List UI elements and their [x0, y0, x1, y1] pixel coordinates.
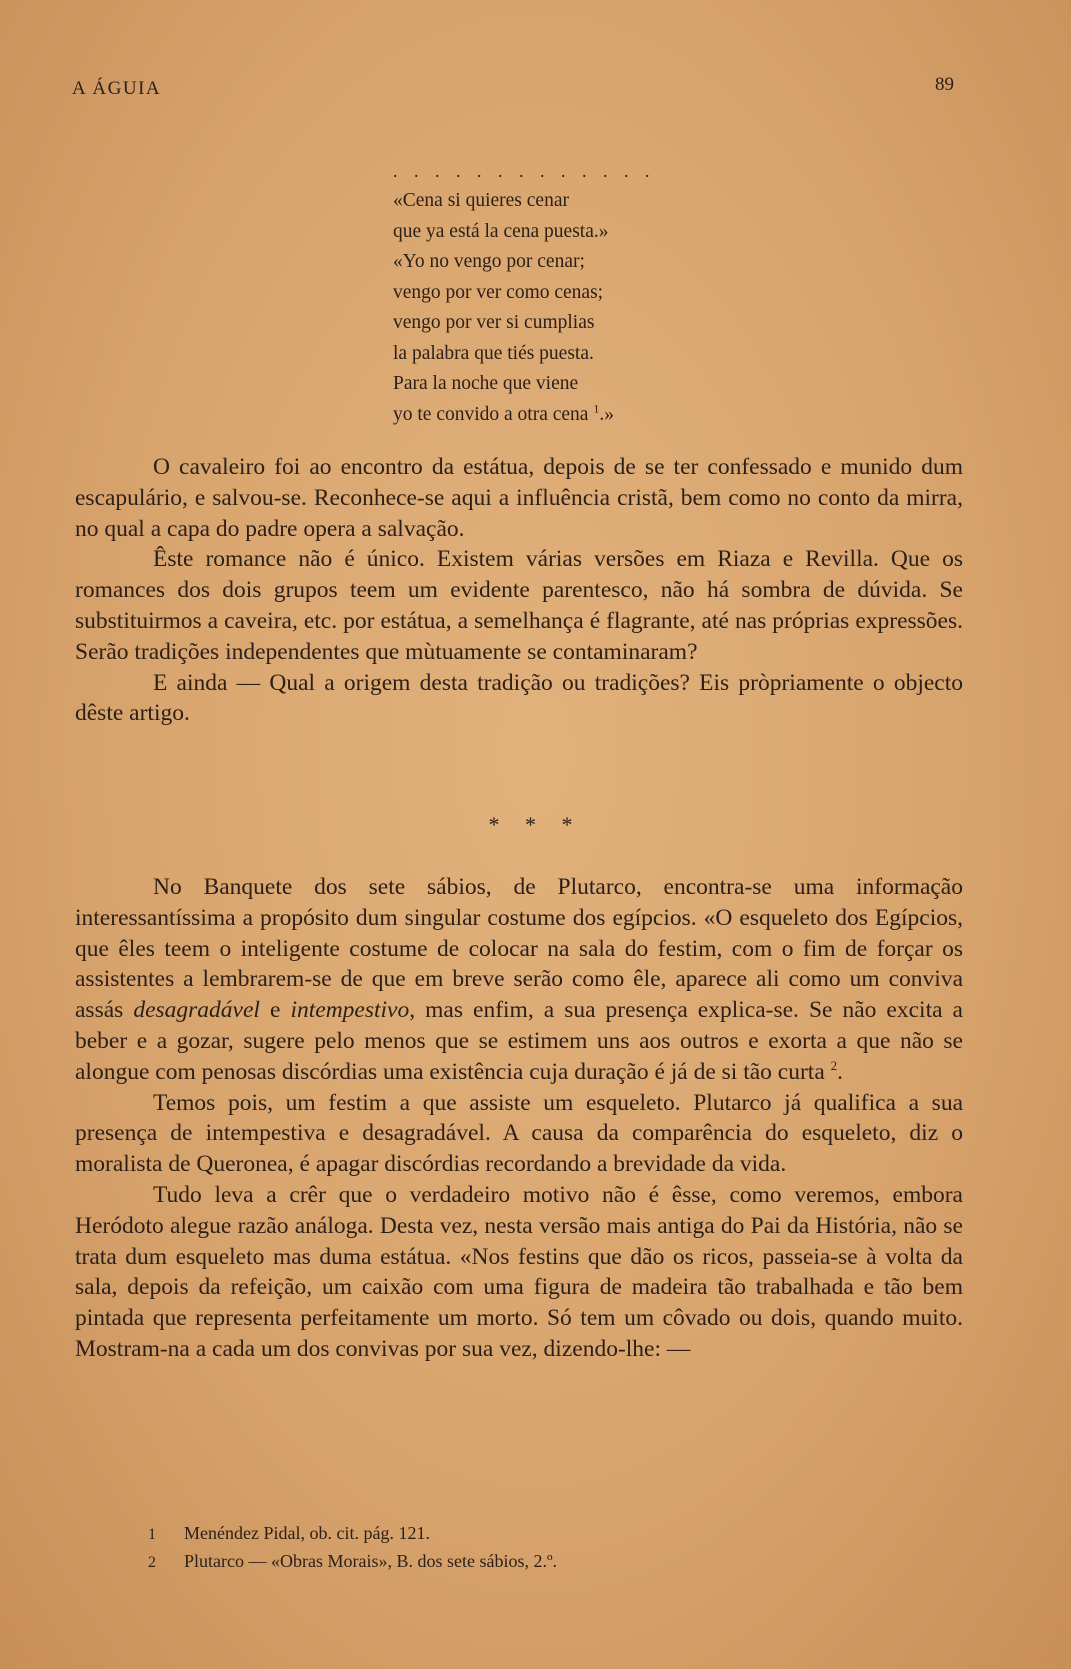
- footnote-text: Plutarco — «Obras Morais», B. dos sete sábios, 2.º.: [184, 1551, 558, 1571]
- ellipsis-dots: . . . . . . . . . . . . .: [393, 161, 656, 181]
- italic-term: intempestivo: [290, 997, 410, 1024]
- verse-close: .»: [599, 403, 614, 425]
- verse-line: vengo por ver como cenas;: [393, 281, 604, 303]
- paragraph: O cavaleiro foi ao encontro da estátua, depois de se ter confessado e munido dum escapulário, e salvou-se. Reconhece-se aqui a influência cristã, bem como no conto da mirra, no qual a capa do padre opera a salvação.: [75, 454, 963, 542]
- footnotes: [148, 1520, 788, 1576]
- italic-term: desagradável: [133, 997, 260, 1024]
- verse-line: «Cena si quieres cenar: [393, 190, 569, 211]
- text-block-1: [75, 452, 963, 729]
- paragraph: Tudo leva a crêr que o verdadeiro motivo não é êsse, como veremos, embora Heródoto alegue razão análoga. Desta vez, nesta versão mais antiga do Pai da História, não se trata dum esqueleto mas duma estátua. «Nos festins que dão os ricos, passeia-se à volta da sala, depois da refeição, um caixão com uma figura de madeira tão trabalhada e tão bem pintada que representa perfeitamente um morto. Só tem um côvado ou dois, quando muito. Mostram-na a cada um dos convivas por sua vez, dizendo-lhe: —: [75, 1181, 963, 1362]
- verse-line: Para la noche que viene: [393, 373, 579, 394]
- footnote-ref: 2: [830, 1057, 838, 1073]
- verse-quotation: [393, 158, 693, 430]
- paragraph: E ainda — Qual a origem desta tradição ou tradições? Eis pròpriamente o objecto dêste artigo.: [75, 669, 963, 727]
- verse-line: «Yo no vengo por cenar;: [393, 251, 585, 272]
- paragraph-text: e: [259, 997, 291, 1024]
- footnote-ref: 1: [593, 401, 600, 415]
- paragraph-text: .: [837, 1058, 844, 1085]
- text-block-2: [75, 872, 963, 1365]
- footnote: [148, 1520, 788, 1548]
- paragraph: Êste romance não é único. Existem várias versões em Riaza e Revilla. Que os romances dos dois grupos teem um evidente parentesco, não há sombra de dúvida. Se substituirmos a caveira, etc. por estátua, a semelhança é flagrante, até nas próprias expressões. Serão tradições independentes que mùtuamente se contaminaram?: [75, 546, 963, 665]
- verse-line-text: yo te convido a otra cena: [393, 403, 589, 425]
- footnote-number: 1: [148, 1526, 156, 1543]
- verse-line: vengo por ver si cumplias: [393, 312, 595, 333]
- verse-line: la palabra que tiés puesta.: [393, 342, 594, 364]
- paragraph-text: No Banquete dos sete sábios, de Plutarco, encontra-se uma informação interessantíssima a propósito dum singular costume dos egípcios. «O esqueleto dos Egípcios, que êles teem o inteligente costume de colocar na sala do festim, com o fim de forçar os assistentes a lembrarem-se de que em breve serão como êle, aparece ali como um conviva assás: [75, 874, 963, 1024]
- running-head: A ÁGUIA: [72, 78, 162, 99]
- footnote-number: 2: [148, 1554, 156, 1571]
- footnote-text: Menéndez Pidal, ob. cit. pág. 121.: [184, 1523, 430, 1543]
- page-number: 89: [935, 74, 954, 95]
- verse-line: que ya está la cena puesta.»: [393, 220, 609, 242]
- paragraph: Temos pois, um festim a que assiste um esqueleto. Plutarco já qualifica a sua presença de intempestiva e desagradável. A causa da comparência do esqueleto, diz o moralista de Queronea, é apagar discórdias recordando a brevidade da vida.: [75, 1089, 963, 1178]
- paragraph: [75, 872, 963, 1088]
- section-break-asterism: * * *: [488, 812, 583, 837]
- verse-line-last: [393, 400, 693, 431]
- page-header: [72, 74, 954, 104]
- paragraph-text: , mas enfim, a sua presença explica-se. Se não excita a beber e a gozar, sugere pelo menos que se estimem uns aos outros e exorta a que não se alongue com penosas discórdias uma existência cuja duração é já de si tão curta: [75, 997, 963, 1085]
- footnote: [148, 1548, 788, 1576]
